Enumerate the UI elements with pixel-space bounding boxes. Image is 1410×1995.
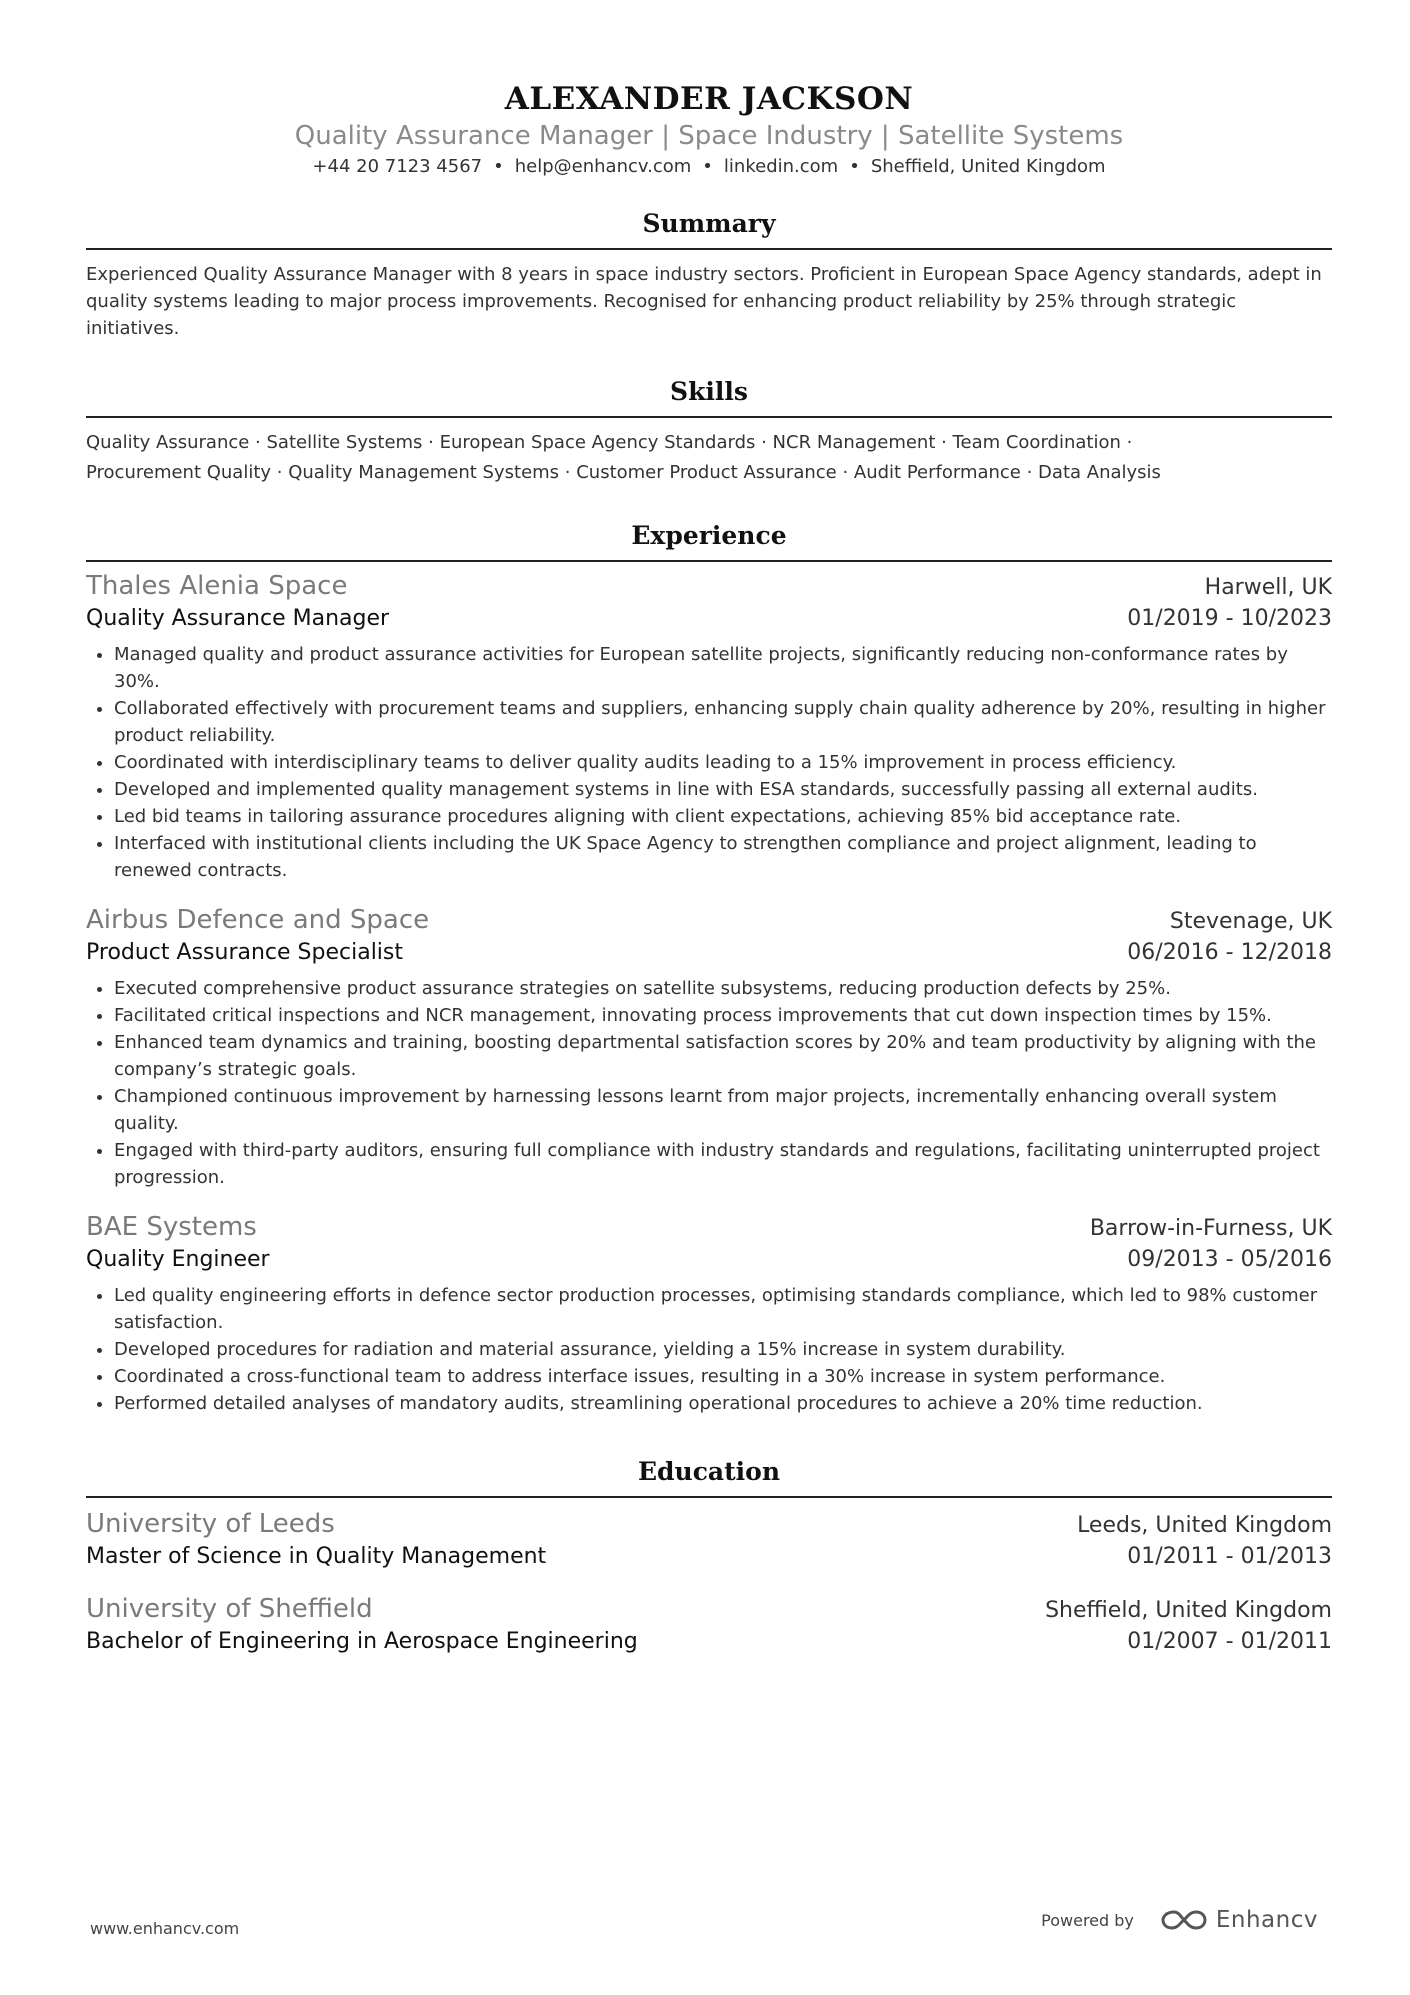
experience-section bbox=[86, 519, 1332, 1417]
degree: Master of Science in Quality Management bbox=[86, 1544, 547, 1569]
job-bullets bbox=[86, 641, 1332, 884]
skills-section bbox=[86, 375, 1332, 488]
company-name: Airbus Defence and Space bbox=[86, 905, 430, 935]
school-location: Sheffield, United Kingdom bbox=[1045, 1598, 1332, 1623]
job-dates: 01/2019 - 10/2023 bbox=[1127, 606, 1332, 631]
job-location: Barrow-in-Furness, UK bbox=[1089, 1216, 1332, 1241]
bullet-item: • Enhanced team dynamics and training, boosting departmental satisfaction scores by 20% and team productivity by aligning with the company’s strategic goals. bbox=[114, 1029, 1332, 1083]
entry-role-row bbox=[86, 603, 1332, 635]
phone: +44 20 7123 4567 bbox=[312, 156, 483, 177]
entry-header-row bbox=[86, 1593, 1332, 1626]
experience-entry bbox=[86, 904, 1332, 1191]
job-bullets bbox=[86, 975, 1332, 1191]
entry-header-row bbox=[86, 904, 1332, 937]
school-name: University of Sheffield bbox=[86, 1594, 373, 1624]
entry-degree-row bbox=[86, 1626, 1332, 1658]
section-divider bbox=[86, 560, 1332, 562]
experience-entry bbox=[86, 570, 1332, 884]
bullet-item: • Engaged with third-party auditors, ensuring full compliance with industry standards and regulations, facilitating uninterrupted project progression. bbox=[114, 1137, 1332, 1191]
linkedin-link[interactable]: linkedin.com bbox=[723, 156, 839, 177]
email-link[interactable]: help@enhancv.com bbox=[514, 156, 692, 177]
skills-list bbox=[86, 428, 1332, 488]
bullet-item: • Developed and implemented quality management systems in line with ESA standards, successfully passing all external audits. bbox=[114, 776, 1332, 803]
company-name: Thales Alenia Space bbox=[86, 571, 348, 601]
skills-line: Quality Assurance · Satellite Systems · European Space Agency Standards · NCR Management · Team Coordination · bbox=[86, 432, 1133, 453]
degree: Bachelor of Engineering in Aerospace Engineering bbox=[86, 1629, 638, 1654]
company-name: BAE Systems bbox=[86, 1212, 257, 1242]
footer-website-link[interactable]: www.enhancv.com bbox=[90, 1919, 240, 1938]
bullet-item: • Facilitated critical inspections and NCR management, innovating process improvements that cut down inspection times by 15%. bbox=[114, 1002, 1332, 1029]
entry-header-row bbox=[86, 1211, 1332, 1244]
bullet-item: • Developed procedures for radiation and material assurance, yielding a 15% increase in system durability. bbox=[114, 1336, 1332, 1363]
education-entry bbox=[86, 1508, 1332, 1573]
experience-entry bbox=[86, 1211, 1332, 1417]
enhancv-logo-icon bbox=[1160, 1907, 1208, 1933]
enhancv-brand: Enhancv bbox=[1215, 1907, 1318, 1933]
section-divider bbox=[86, 248, 1332, 250]
resume-page bbox=[86, 0, 1332, 1658]
contact-line bbox=[86, 154, 1332, 180]
education-entry bbox=[86, 1593, 1332, 1658]
entry-role-row bbox=[86, 1244, 1332, 1276]
resume-header bbox=[86, 0, 1332, 180]
section-title-experience: Experience bbox=[631, 521, 787, 550]
section-title-skills: Skills bbox=[670, 377, 748, 406]
section-divider bbox=[86, 416, 1332, 418]
education-dates: 01/2007 - 01/2011 bbox=[1127, 1629, 1332, 1654]
bullet-item: • Interfaced with institutional clients including the UK Space Agency to strengthen compliance and project alignment, leading to renewed contracts. bbox=[114, 830, 1332, 884]
bullet-item: • Collaborated effectively with procurement teams and suppliers, enhancing supply chain quality adherence by 20%, resulting in higher product reliability. bbox=[114, 695, 1332, 749]
school-name: University of Leeds bbox=[86, 1509, 335, 1539]
job-bullets bbox=[86, 1282, 1332, 1417]
entry-header-row bbox=[86, 570, 1332, 603]
bullet-item: • Performed detailed analyses of mandatory audits, streamlining operational procedures to achieve a 20% time reduction. bbox=[114, 1390, 1332, 1417]
section-title-education: Education bbox=[637, 1457, 781, 1486]
separator-dot: • bbox=[493, 156, 504, 177]
education-dates: 01/2011 - 01/2013 bbox=[1127, 1544, 1332, 1569]
separator-dot: • bbox=[849, 156, 860, 177]
school-location: Leeds, United Kingdom bbox=[1077, 1513, 1332, 1538]
footer-branding[interactable] bbox=[1041, 1907, 1318, 1933]
summary-section bbox=[86, 207, 1332, 342]
section-divider bbox=[86, 1496, 1332, 1498]
job-role: Quality Assurance Manager bbox=[86, 606, 390, 631]
entry-role-row bbox=[86, 937, 1332, 969]
entry-degree-row bbox=[86, 1541, 1332, 1573]
separator-dot: • bbox=[702, 156, 713, 177]
bullet-item: • Managed quality and product assurance activities for European satellite projects, significantly reducing non-conformance rates by 30%. bbox=[114, 641, 1332, 695]
bullet-item: • Coordinated with interdisciplinary teams to deliver quality audits leading to a 15% improvement in process efficiency. bbox=[114, 749, 1332, 776]
job-location: Harwell, UK bbox=[1204, 575, 1332, 600]
job-dates: 06/2016 - 12/2018 bbox=[1127, 940, 1332, 965]
bullet-item: • Led quality engineering efforts in defence sector production processes, optimising standards compliance, which led to 98% customer satisfaction. bbox=[114, 1282, 1332, 1336]
bullet-item: • Executed comprehensive product assurance strategies on satellite subsystems, reducing production defects by 25%. bbox=[114, 975, 1332, 1002]
job-role: Quality Engineer bbox=[86, 1247, 270, 1272]
section-title-summary: Summary bbox=[642, 209, 776, 238]
contact-location: Sheffield, United Kingdom bbox=[870, 156, 1106, 177]
entry-header-row bbox=[86, 1508, 1332, 1541]
candidate-title: Quality Assurance Manager | Space Industry | Satellite Systems bbox=[294, 121, 1124, 151]
job-location: Stevenage, UK bbox=[1169, 909, 1332, 934]
skills-line: Procurement Quality · Quality Management Systems · Customer Product Assurance · Audit Performance · Data Analysis bbox=[86, 462, 1161, 483]
summary-text: Experienced Quality Assurance Manager with 8 years in space industry sectors. Proficient in European Space Agency standards, adept in quality systems leading to major process improvements. Recognised for enhancing product reliability by 25% through strategic initiatives. bbox=[86, 264, 1322, 339]
bullet-item: • Led bid teams in tailoring assurance procedures aligning with client expectations, achieving 85% bid acceptance rate. bbox=[114, 803, 1332, 830]
education-section bbox=[86, 1455, 1332, 1658]
candidate-name: ALEXANDER JACKSON bbox=[504, 81, 914, 117]
job-role: Product Assurance Specialist bbox=[86, 940, 404, 965]
bullet-item: • Championed continuous improvement by harnessing lessons learnt from major projects, incrementally enhancing overall system quality. bbox=[114, 1083, 1332, 1137]
bullet-item: • Coordinated a cross-functional team to address interface issues, resulting in a 30% increase in system performance. bbox=[114, 1363, 1332, 1390]
powered-by-label: Powered by bbox=[1041, 1910, 1134, 1930]
job-dates: 09/2013 - 05/2016 bbox=[1127, 1247, 1332, 1272]
